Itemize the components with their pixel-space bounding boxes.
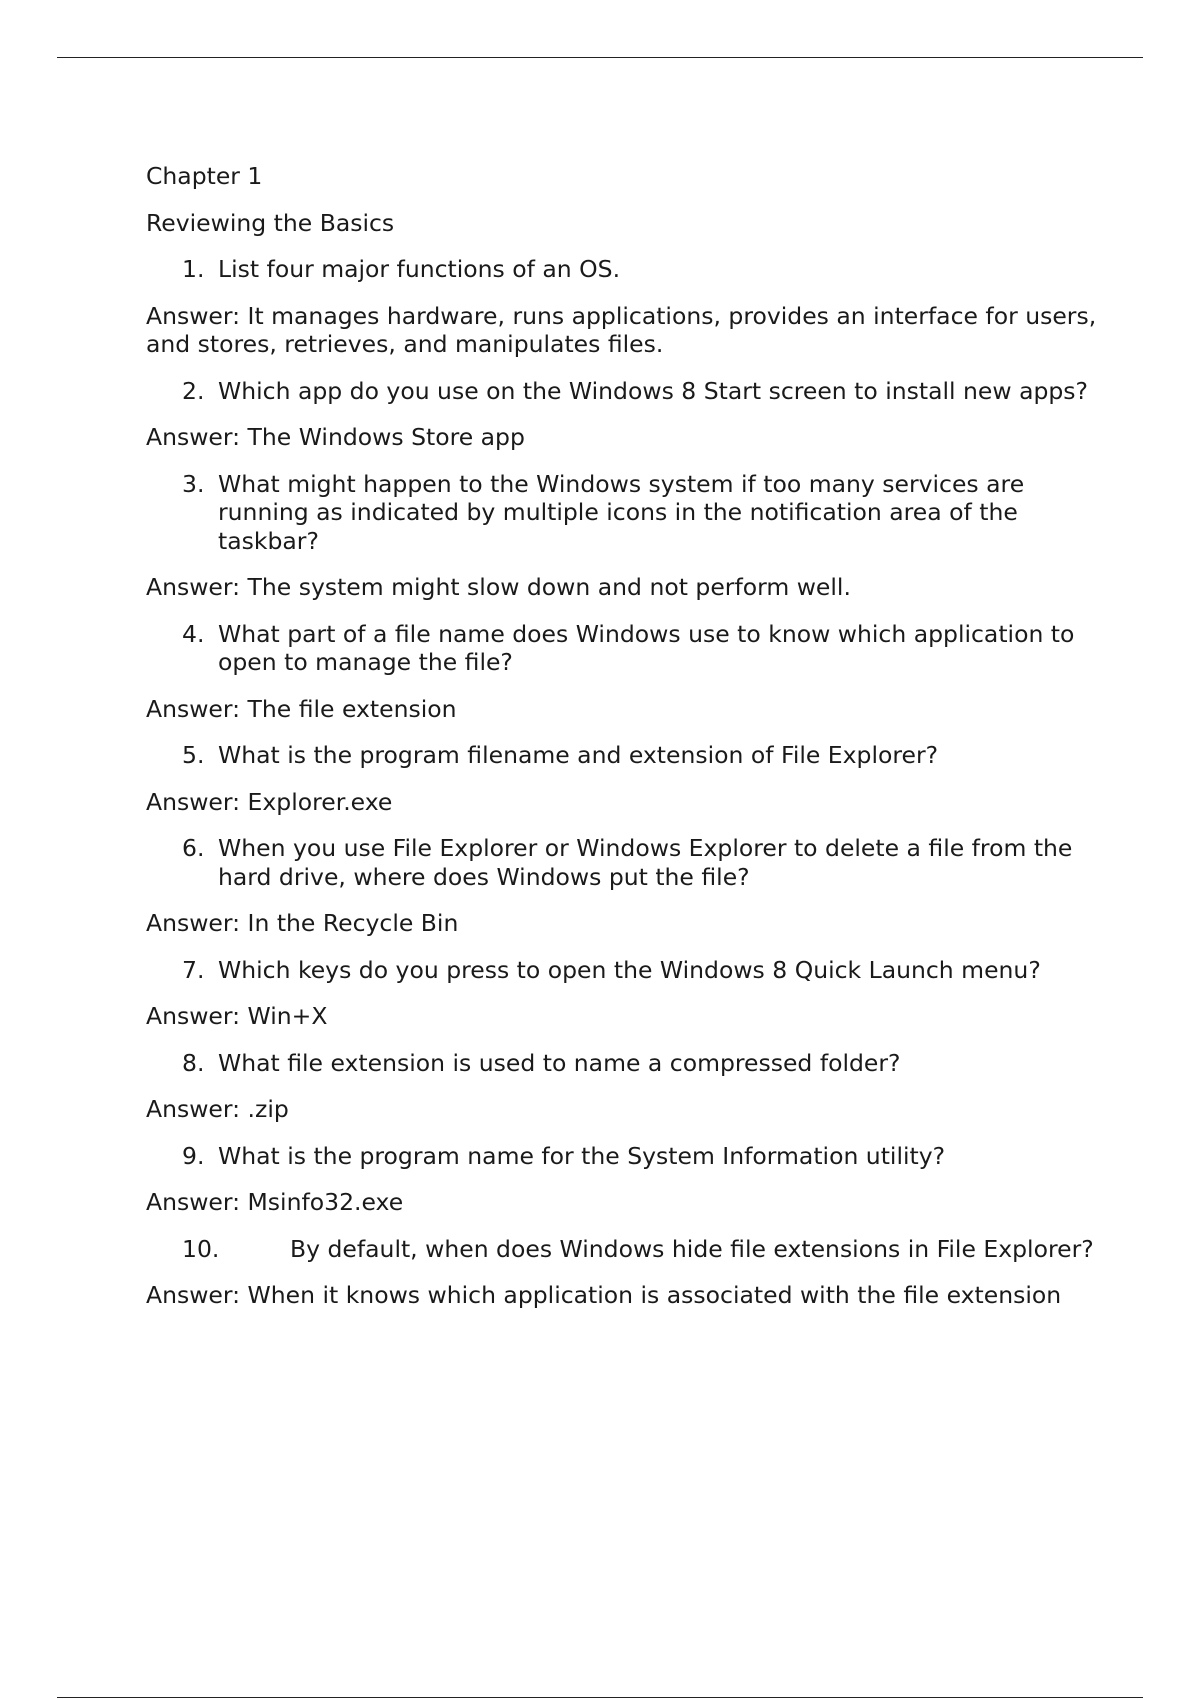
- answer-9: Answer: Msinfo32.exe: [146, 1188, 404, 1216]
- answer-7: Answer: Win+X: [146, 1002, 328, 1030]
- qa-item-10: [146, 1235, 1106, 1310]
- question-text: List four major functions of an OS.: [218, 255, 621, 283]
- answer-5: Answer: Explorer.exe: [146, 787, 393, 816]
- qa-item-2: [146, 377, 1106, 452]
- qa-item-3: [146, 470, 1106, 602]
- question-2: [146, 377, 1106, 406]
- answer-6: Answer: In the Recycle Bin: [146, 909, 459, 937]
- question-text: Which app do you use on the Windows 8 Start screen to install new apps?: [218, 376, 1089, 405]
- document-body: [146, 162, 1106, 1328]
- answer-3: Answer: The system might slow down and not perform well.: [146, 573, 851, 601]
- answer-2: Answer: The Windows Store app: [146, 423, 525, 451]
- question-number: 4.: [182, 619, 205, 648]
- question-number: 2.: [182, 376, 205, 405]
- chapter-heading: Chapter 1: [146, 162, 263, 190]
- question-3: [146, 470, 1106, 556]
- question-6: [146, 834, 1106, 891]
- question-4: [146, 620, 1106, 677]
- question-text: What is the program filename and extension of File Explorer?: [218, 741, 939, 769]
- answer-1: Answer: It manages hardware, runs applications, provides an interface for users, and stores, retrieves, and manipulates files.: [146, 301, 1097, 358]
- question-number: 5.: [182, 741, 205, 769]
- top-rule: [57, 57, 1143, 58]
- section-heading: Reviewing the Basics: [146, 208, 395, 237]
- answer-10: Answer: When it knows which application is associated with the file extension: [146, 1281, 1062, 1309]
- answer-8: Answer: .zip: [146, 1095, 289, 1123]
- question-list: [146, 255, 1106, 1310]
- question-text: What might happen to the Windows system if too many services are running as indicated by multiple icons in the notification area of the taskbar?: [218, 469, 1025, 555]
- question-number: 3.: [182, 469, 205, 498]
- answer-4: Answer: The file extension: [146, 694, 457, 723]
- question-7: [146, 956, 1106, 985]
- qa-item-9: [146, 1142, 1106, 1217]
- question-5: [146, 741, 1106, 770]
- question-10: [146, 1235, 1106, 1264]
- bottom-rule: [57, 1697, 1143, 1698]
- question-text: By default, when does Windows hide file extensions in File Explorer?: [290, 1234, 1094, 1263]
- question-1: [146, 255, 1106, 284]
- qa-item-6: [146, 834, 1106, 938]
- qa-item-7: [146, 956, 1106, 1031]
- question-number: 8.: [182, 1048, 205, 1077]
- question-text: What part of a file name does Windows use to know which application to open to manage the file?: [218, 619, 1075, 676]
- question-number: 1.: [182, 255, 205, 283]
- qa-item-5: [146, 741, 1106, 816]
- question-number: 9.: [182, 1141, 205, 1170]
- question-text: What is the program name for the System Information utility?: [218, 1141, 946, 1170]
- question-number: 7.: [182, 955, 205, 984]
- qa-item-4: [146, 620, 1106, 724]
- question-text: When you use File Explorer or Windows Explorer to delete a file from the hard drive, where does Windows put the file?: [218, 834, 1073, 891]
- question-9: [146, 1142, 1106, 1171]
- question-number: 6.: [182, 834, 205, 862]
- question-text: Which keys do you press to open the Windows 8 Quick Launch menu?: [218, 955, 1041, 984]
- question-text: What file extension is used to name a compressed folder?: [218, 1048, 901, 1077]
- qa-item-1: [146, 255, 1106, 359]
- question-8: [146, 1049, 1106, 1078]
- qa-item-8: [146, 1049, 1106, 1124]
- question-number: 10.: [182, 1234, 220, 1263]
